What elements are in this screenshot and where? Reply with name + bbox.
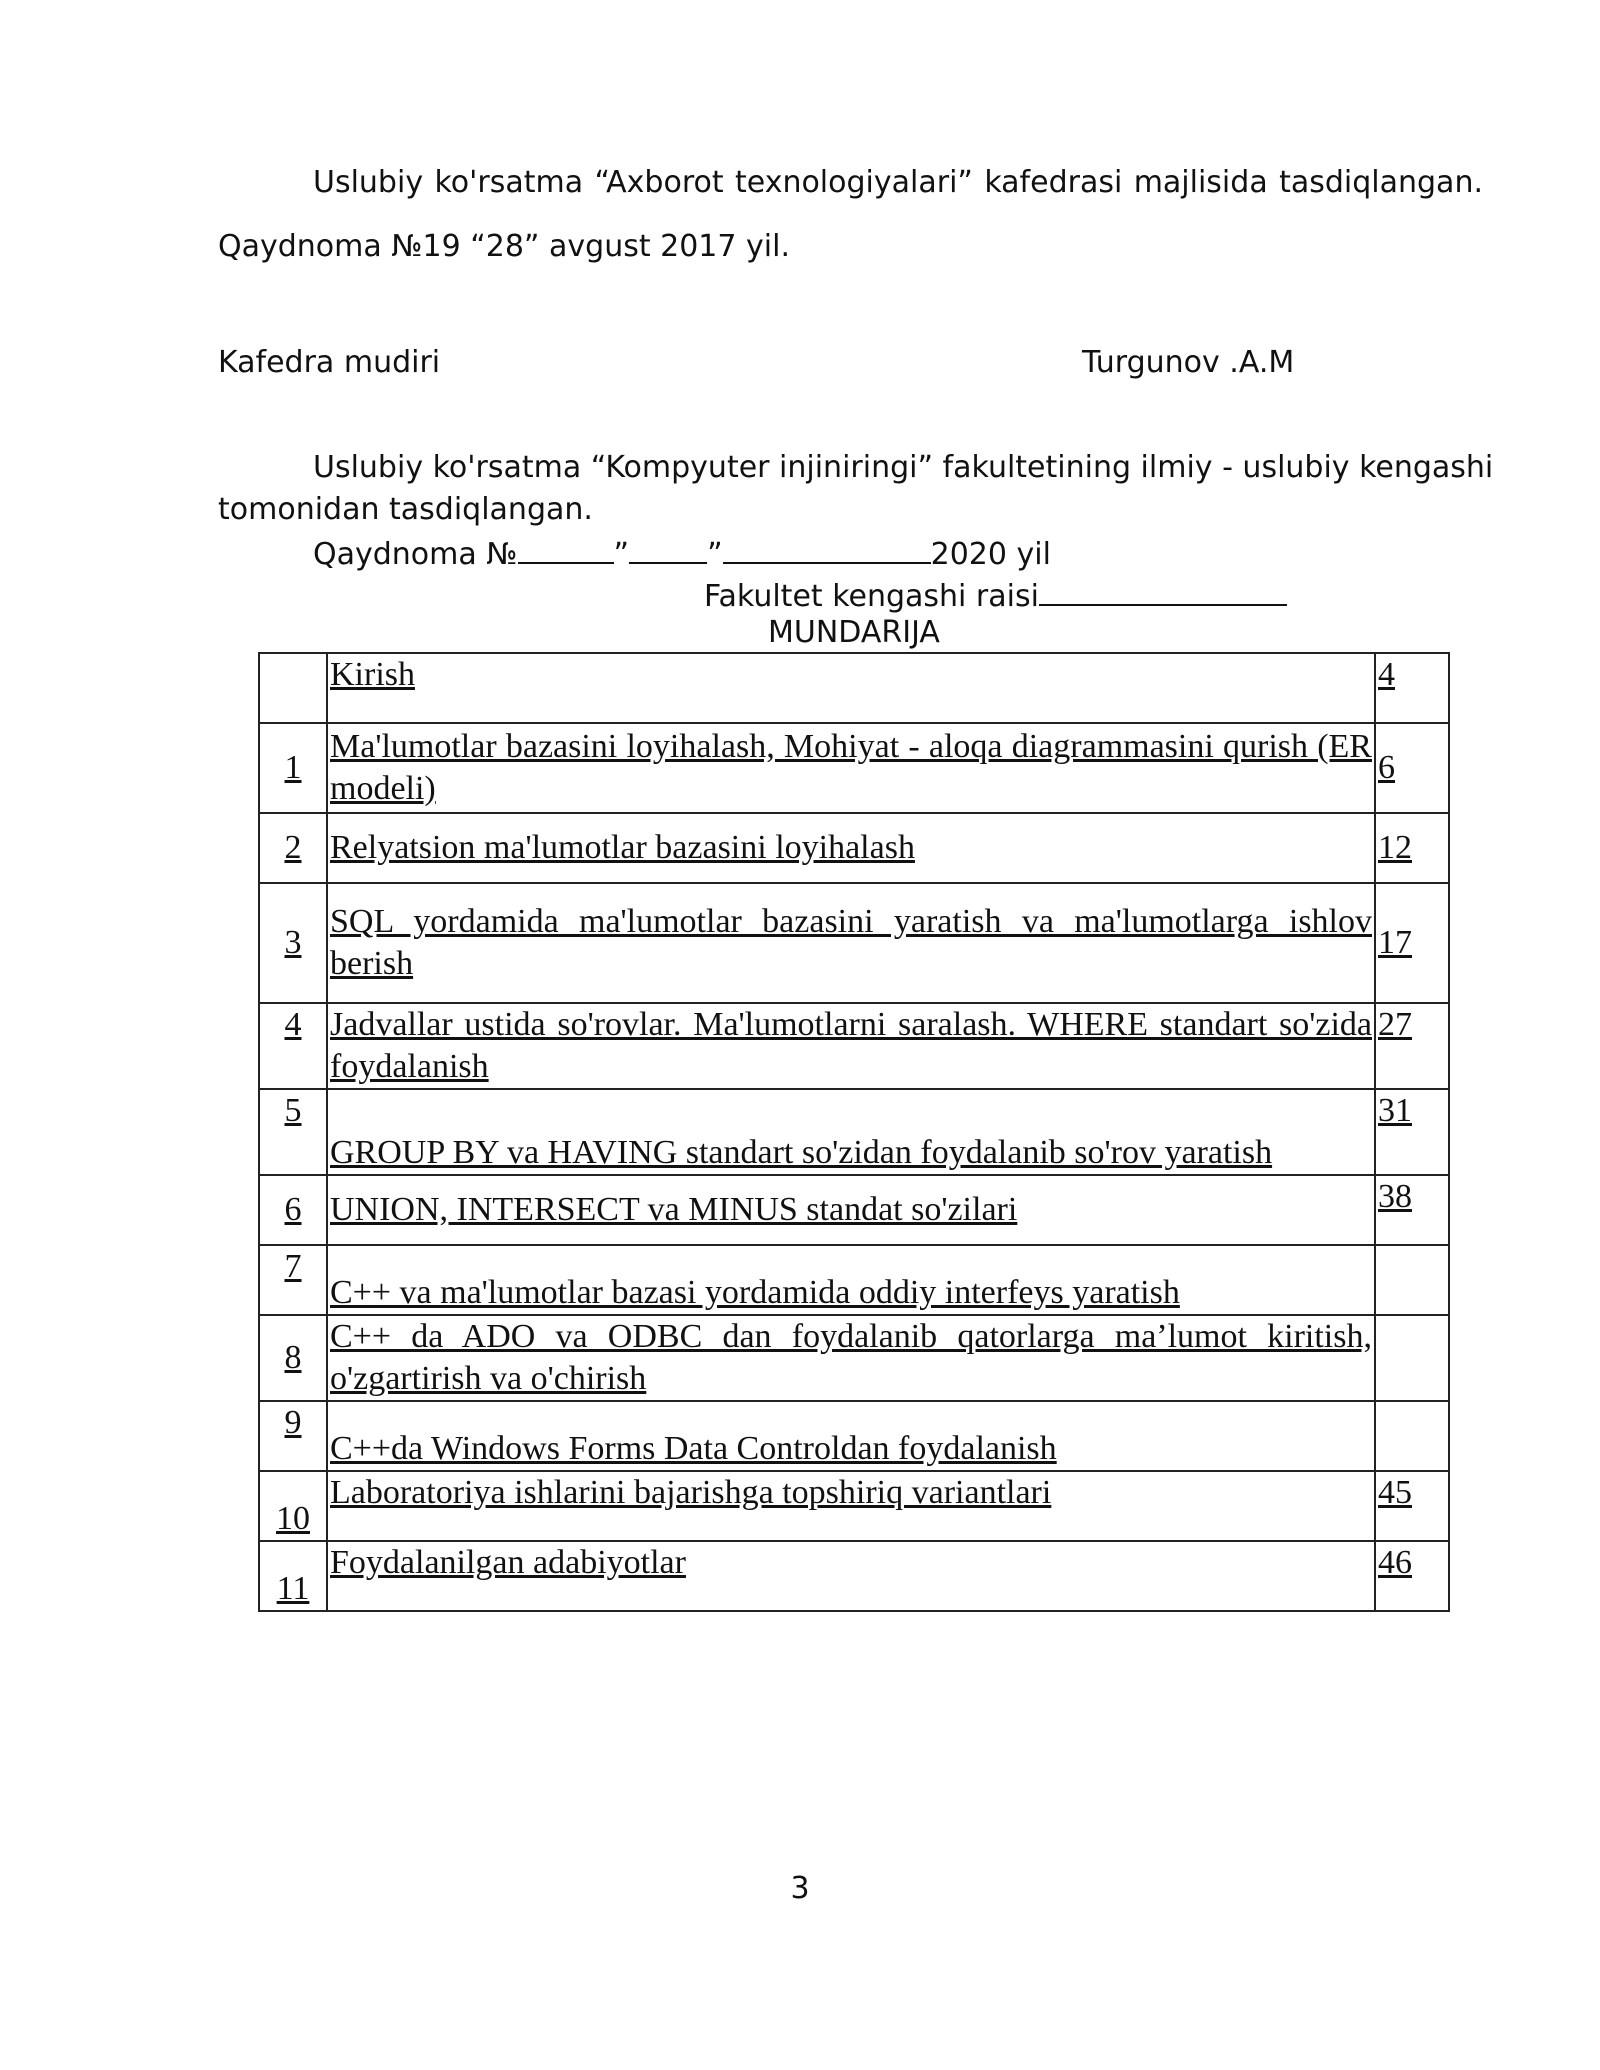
toc-row-title[interactable]: Kirish bbox=[327, 653, 1375, 723]
protocol-quote-close: ” bbox=[707, 537, 723, 572]
toc-row-title[interactable]: Foydalanilgan adabiyotlar bbox=[327, 1541, 1375, 1611]
toc-row-number: 8 bbox=[259, 1315, 327, 1401]
protocol-month-blank bbox=[723, 532, 931, 564]
toc-row-page bbox=[1375, 1245, 1449, 1315]
toc-row-number: 2 bbox=[259, 813, 327, 883]
toc-row bbox=[259, 1541, 1449, 1611]
protocol-quote-open: ” bbox=[613, 537, 630, 572]
toc-row-number: 9 bbox=[259, 1401, 327, 1471]
toc-row-page bbox=[1375, 1315, 1449, 1401]
chairman-signature-blank bbox=[1039, 574, 1287, 606]
toc-row bbox=[259, 1315, 1449, 1401]
toc-row-title[interactable]: Ma'lumotlar bazasini loyihalash, Mohiyat - aloqa diagrammasini qurish (ER modeli) bbox=[327, 723, 1375, 813]
toc-row-page[interactable]: 45 bbox=[1375, 1471, 1449, 1541]
toc-row-title[interactable]: UNION, INTERSECT va MINUS standat so'zilari bbox=[327, 1175, 1375, 1245]
approval-paragraph-2-line-1: Uslubiy ko'rsatma “Kompyuter injiniringi” fakultetining ilmiy - uslubiy kengashi bbox=[313, 450, 1494, 485]
toc-row bbox=[259, 883, 1449, 1003]
toc-row-title[interactable]: Laboratoriya ishlarini bajarishga topshiriq variantlari bbox=[327, 1471, 1375, 1541]
toc-row-number: 6 bbox=[259, 1175, 327, 1245]
toc-table bbox=[258, 652, 1450, 1612]
toc-row bbox=[259, 813, 1449, 883]
toc-row-page[interactable]: 6 bbox=[1375, 723, 1449, 813]
toc-row-title[interactable]: GROUP BY va HAVING standart so'zidan foydalanib so'rov yaratish bbox=[327, 1089, 1375, 1175]
toc-row-number: 11 bbox=[259, 1541, 327, 1611]
toc-row-page[interactable]: 38 bbox=[1375, 1175, 1449, 1245]
approval-paragraph-2-line-2: tomonidan tasdiqlangan. bbox=[218, 492, 593, 527]
head-of-department-label: Kafedra mudiri bbox=[218, 345, 441, 380]
toc-row-number: 7 bbox=[259, 1245, 327, 1315]
toc-row bbox=[259, 653, 1449, 723]
approval-paragraph-1-line-1: Uslubiy ko'rsatma “Axborot texnologiyalari” kafedrasi majlisida tasdiqlangan. bbox=[313, 165, 1483, 200]
toc-row-title[interactable]: Jadvallar ustida so'rovlar. Ma'lumotlarni saralash. WHERE standart so'zida foydalanish bbox=[327, 1003, 1375, 1089]
toc-row-page[interactable]: 46 bbox=[1375, 1541, 1449, 1611]
toc-row bbox=[259, 723, 1449, 813]
toc-row-page[interactable]: 4 bbox=[1375, 653, 1449, 723]
approval-paragraph-1-line-2: Qaydnoma №19 “28” avgust 2017 yil. bbox=[218, 229, 790, 264]
toc-row-title[interactable]: Relyatsion ma'lumotlar bazasini loyihalash bbox=[327, 813, 1375, 883]
toc-row bbox=[259, 1003, 1449, 1089]
head-of-department-name: Turgunov .A.M bbox=[1082, 345, 1295, 380]
protocol-line bbox=[313, 532, 1051, 576]
protocol-prefix: Qaydnoma № bbox=[313, 537, 518, 572]
toc-heading: MUNDARIJA bbox=[768, 615, 940, 650]
toc-row-number: 5 bbox=[259, 1089, 327, 1175]
toc-row-title[interactable]: SQL yordamida ma'lumotlar bazasini yaratish va ma'lumotlarga ishlov berish bbox=[327, 883, 1375, 1003]
toc-row-number: 4 bbox=[259, 1003, 327, 1089]
toc-row bbox=[259, 1175, 1449, 1245]
toc-row-page[interactable]: 27 bbox=[1375, 1003, 1449, 1089]
toc-row-title[interactable]: C++ da ADO va ODBC dan foydalanib qatorlarga ma’lumot kiritish, o'zgartirish va o'chirish bbox=[327, 1315, 1375, 1401]
toc-row-number bbox=[259, 653, 327, 723]
chairman-label: Fakultet kengashi raisi bbox=[704, 579, 1039, 614]
protocol-day-blank bbox=[629, 532, 707, 564]
toc-row-number: 10 bbox=[259, 1471, 327, 1541]
toc-row-number: 3 bbox=[259, 883, 327, 1003]
toc-row-title[interactable]: C++ va ma'lumotlar bazasi yordamida oddiy interfeys yaratish bbox=[327, 1245, 1375, 1315]
toc-row bbox=[259, 1245, 1449, 1315]
toc-row-number: 1 bbox=[259, 723, 327, 813]
toc-row-page[interactable]: 12 bbox=[1375, 813, 1449, 883]
toc-row-page[interactable]: 31 bbox=[1375, 1089, 1449, 1175]
protocol-year: 2020 yil bbox=[930, 537, 1051, 572]
toc-row bbox=[259, 1401, 1449, 1471]
protocol-number-blank bbox=[518, 532, 614, 564]
toc-row-page[interactable]: 17 bbox=[1375, 883, 1449, 1003]
toc-row-page bbox=[1375, 1401, 1449, 1471]
page-number: 3 bbox=[790, 1871, 810, 1906]
toc-row bbox=[259, 1089, 1449, 1175]
toc-row bbox=[259, 1471, 1449, 1541]
toc-row-title[interactable]: C++da Windows Forms Data Controldan foydalanish bbox=[327, 1401, 1375, 1471]
